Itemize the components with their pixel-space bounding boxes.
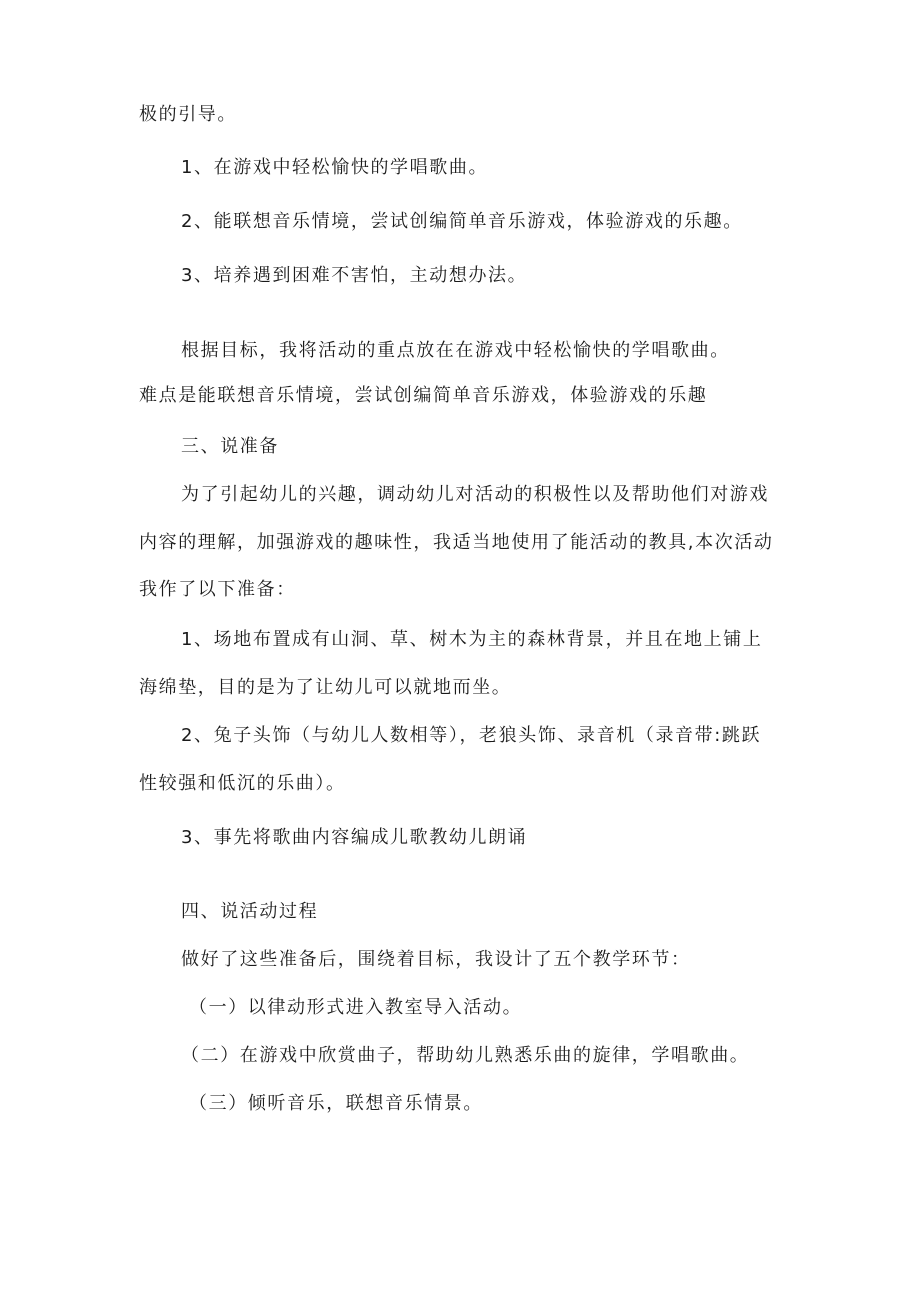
key-point-paragraph: 根据目标，我将活动的重点放在在游戏中轻松愉快的学唱歌曲。 (181, 340, 730, 361)
process-intro: 做好了这些准备后，围绕着目标，我设计了五个教学环节： (181, 949, 691, 970)
process-step-3: （三）倾听音乐，联想音乐情景。 (189, 1093, 483, 1114)
preparation-item-1-line-1: 1、场地布置成有山洞、草、树木为主的森林背景，并且在地上铺上 (181, 629, 763, 650)
goal-item-3: 3、培养遇到困难不害怕，主动想办法。 (181, 265, 528, 286)
preparation-item-2-line-2: 性较强和低沉的乐曲）。 (139, 773, 346, 794)
preparation-item-2-line-1: 2、兔子头饰（与幼儿人数相等），老狼头饰、录音机（录音带:跳跃 (181, 725, 762, 746)
difficulty-paragraph: 难点是能联想音乐情境，尝试创编简单音乐游戏，体验游戏的乐趣 (139, 385, 708, 406)
section-heading-preparation: 三、说准备 (181, 436, 279, 457)
process-step-1: （一）以律动形式进入教室导入活动。 (189, 997, 523, 1018)
goal-item-2: 2、能联想音乐情境，尝试创编简单音乐游戏，体验游戏的乐趣。 (181, 211, 743, 232)
goal-item-1: 1、在游戏中轻松愉快的学唱歌曲。 (181, 157, 489, 178)
text-line-continuation: 极的引导。 (139, 104, 237, 125)
preparation-paragraph-line-3: 我作了以下准备： (139, 579, 296, 600)
preparation-paragraph-line-1: 为了引起幼儿的兴趣，调动幼儿对活动的积极性以及帮助他们对游戏 (181, 484, 769, 505)
section-heading-process: 四、说活动过程 (181, 901, 319, 922)
preparation-item-1-line-2: 海绵垫，目的是为了让幼儿可以就地而坐。 (139, 677, 512, 698)
process-step-2: （二）在游戏中欣赏曲子，帮助幼儿熟悉乐曲的旋律，学唱歌曲。 (181, 1045, 750, 1066)
preparation-item-3: 3、事先将歌曲内容编成儿歌教幼儿朗诵 (181, 827, 528, 848)
preparation-paragraph-line-2: 内容的理解，加强游戏的趣味性，我适当地使用了能活动的教具,本次活动 (139, 532, 774, 553)
